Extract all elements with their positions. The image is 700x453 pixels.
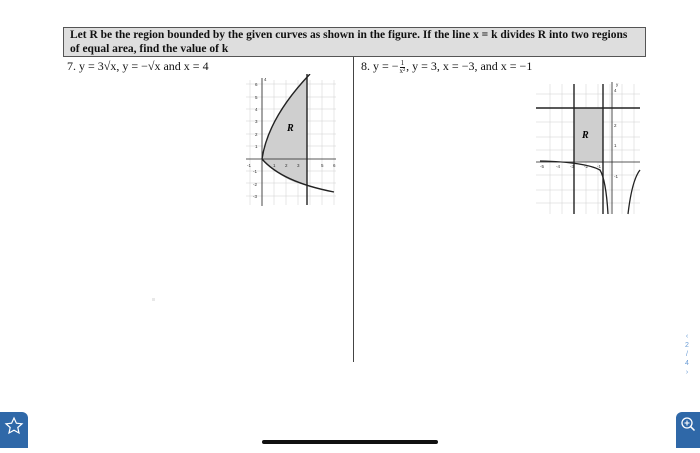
x-tick: -2 bbox=[584, 164, 589, 169]
x-tick: -5 bbox=[540, 164, 545, 169]
y-tick: -2 bbox=[253, 182, 258, 187]
problem-7-tail: and x = 4 bbox=[163, 59, 209, 73]
x-tick: -1 bbox=[597, 164, 602, 169]
problem-7-graph bbox=[236, 74, 340, 214]
home-indicator[interactable] bbox=[262, 440, 438, 444]
x-tick: -4 bbox=[556, 164, 561, 169]
problem-8-eq-prefix: y = − bbox=[373, 59, 399, 73]
zoom-button[interactable] bbox=[676, 412, 700, 448]
problem-8-fraction bbox=[400, 60, 406, 75]
y-tick: -3 bbox=[253, 194, 258, 199]
star-outline-icon bbox=[0, 412, 28, 448]
y-tick: -1 bbox=[253, 169, 258, 174]
page-separator: / bbox=[686, 351, 688, 358]
x-tick: 3 bbox=[297, 163, 300, 168]
y-tick: 1 bbox=[614, 143, 617, 148]
x-tick: -3 bbox=[570, 164, 575, 169]
page-next-chevron-icon[interactable]: › bbox=[685, 369, 689, 376]
instruction-text: Let R be the region bounded by the given curves as shown in the figure. If the line x = k divides R into two regions of equal area, find the value of k bbox=[70, 29, 628, 55]
problem-8-number: 8. bbox=[361, 59, 370, 73]
problem-8-rest: , y = 3, x = −3, and x = −1 bbox=[406, 59, 533, 73]
y-tick: 2 bbox=[614, 123, 617, 128]
x-tick: -1 bbox=[247, 163, 252, 168]
region-label: R bbox=[582, 130, 589, 141]
problem-8-graph bbox=[532, 78, 644, 220]
y-tick: -1 bbox=[614, 174, 619, 179]
y-tick: 5 bbox=[255, 95, 258, 100]
y-tick: 4 bbox=[614, 88, 617, 93]
y-tick: 1 bbox=[255, 144, 258, 149]
y-tick: 2 bbox=[255, 132, 258, 137]
favorite-button[interactable] bbox=[0, 412, 28, 448]
x-tick: 6 bbox=[333, 163, 336, 168]
fraction-numerator: 1 bbox=[400, 58, 405, 67]
x-tick: 5 bbox=[321, 163, 324, 168]
problem-7-statement bbox=[67, 59, 209, 74]
problem-7-eq2: y = −√x bbox=[122, 59, 161, 73]
problem-8-statement bbox=[361, 59, 532, 75]
problem-7-eq1: y = 3√x, bbox=[79, 59, 120, 73]
fraction-denominator: x² bbox=[399, 66, 406, 75]
zoom-in-icon bbox=[676, 412, 700, 448]
page-current: 2 bbox=[685, 342, 689, 349]
page-prev-chevron-icon[interactable]: ‹ bbox=[685, 333, 689, 340]
axis-label: y bbox=[616, 82, 619, 87]
page-total: 4 bbox=[685, 360, 689, 367]
top-axis-label: 4 bbox=[264, 77, 267, 82]
region-r-shading bbox=[262, 76, 307, 185]
region-label: R bbox=[287, 123, 294, 134]
scan-speck bbox=[152, 298, 155, 301]
x-tick: 2 bbox=[285, 163, 288, 168]
x-tick: 1 bbox=[273, 163, 276, 168]
y-tick: 6 bbox=[255, 82, 258, 87]
y-tick: 4 bbox=[255, 107, 258, 112]
column-divider bbox=[353, 57, 354, 362]
y-tick: 3 bbox=[255, 119, 258, 124]
problem-7-number: 7. bbox=[67, 59, 76, 73]
instruction-box bbox=[63, 27, 646, 57]
page-navigator[interactable] bbox=[681, 332, 693, 377]
